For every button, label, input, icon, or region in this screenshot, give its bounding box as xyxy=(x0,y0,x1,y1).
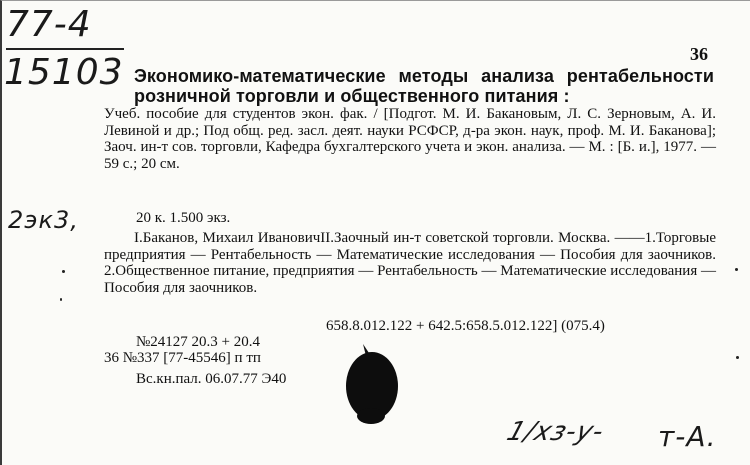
ink-blot xyxy=(341,342,403,426)
record-title: Экономико-математические методы анализа рентабельности розничной торговли и общественного питания : xyxy=(134,66,714,106)
order-number: №24127 20.3 + 20.4 xyxy=(136,334,261,350)
ink-speck xyxy=(736,356,739,359)
classification-index: 658.8.012.122 + 642.5:658.5.012.122] (075.4) xyxy=(326,318,605,334)
ink-speck xyxy=(62,270,65,273)
tracings-and-subjects: I.Баканов, Михаил ИвановичII.Заочный ин-т советской торговли. Москва. ——1.Торговые предприятия — Рентабельность — Математические исследования — Пособия для заочников. 2.Общественное питание, предприятия — Рентабельность — Математические исследования — Пособия для заочников. xyxy=(104,230,716,296)
handwritten-catalog-number: 15103 xyxy=(4,52,124,93)
ink-speck xyxy=(735,268,738,271)
handwritten-top-code: 77-4 xyxy=(6,4,92,45)
printing-info: Вс.кн.пал. 06.07.77 Э40 xyxy=(136,371,287,387)
page-number: 36 xyxy=(690,44,708,64)
handwritten-margin-mark: 2эк3, xyxy=(8,206,79,234)
handwritten-corner-mark: т-А. xyxy=(658,420,717,453)
bibliographic-description: Учеб. пособие для студентов экон. фак. / [Подгот. М. И. Бакановым, Л. С. Зерновым, А. И. Левиной и др.; Под общ. ред. засл. деят. науки РСФСР, д-ра экон. наук, проф. М. И. Баканова]; Заоч. ин-т сов. торговли, Кафедра бухгалтерского учета и экон. анализа. — М. : [Б. и.], 1977. — 59 с.; 20 см. xyxy=(104,106,716,172)
handwritten-underline xyxy=(6,48,124,50)
handwritten-signature: 1/хз-у- xyxy=(503,417,609,447)
price-and-print-run: 20 к. 1.500 экз. xyxy=(136,210,231,226)
ink-speck xyxy=(60,298,62,301)
inventory-line: 36 №337 [77-45546] п тп xyxy=(104,350,261,366)
